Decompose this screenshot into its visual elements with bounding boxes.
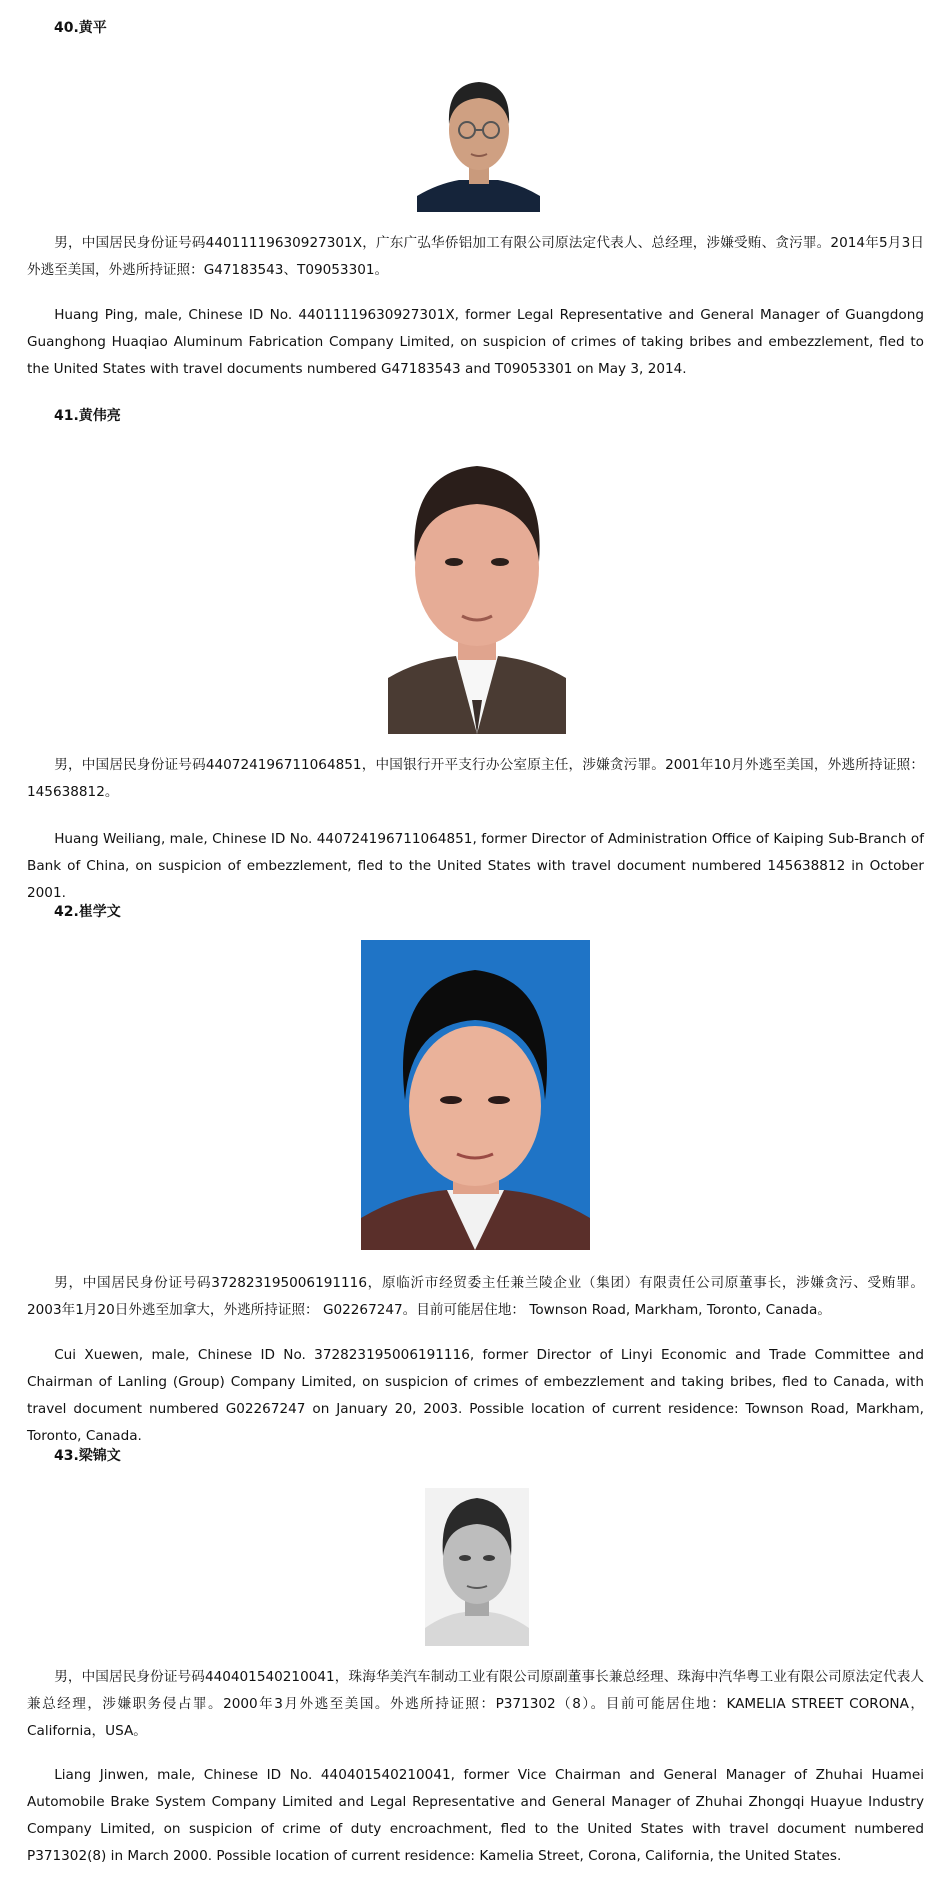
person-photo bbox=[388, 452, 566, 734]
chinese-description: 男，中国居民身份证号码440401540210041，珠海华美汽车制动工业有限公司原副董事长兼总经理、珠海中汽华粤工业有限公司原法定代表人兼总经理，涉嫌职务侵占罪。2000年3月外逃至美国。外逃所持证照：P371302（8）。目前可能居住地：KAMELIA STREET CORONA，California，USA。 bbox=[27, 1669, 924, 1739]
english-description: Liang Jinwen, male, Chinese ID No. 440401540210041, former Vice Chairman and General Manager of Zhuhai Huamei Automobile Brake System Company Limited and Legal Representative and General Manager of Zhuhai Zhongqi Huayue Industry Company Limited, on suspicion of crime of duty encroachment, fled to the United States with travel document numbered P371302(8) in March 2000. Possible location of current residence: Kamelia Street, Corona, California, the United States. bbox=[27, 1767, 924, 1864]
person-photo bbox=[417, 64, 540, 212]
portrait-image bbox=[425, 1488, 529, 1646]
portrait-image bbox=[361, 940, 590, 1250]
entry-title: 42.崔学文 bbox=[54, 904, 121, 920]
chinese-description: 男，中国居民身份证号码440724196711064851，中国银行开平支行办公室原主任，涉嫌贪污罪。2001年10月外逃至美国，外逃所持证照：145638812。 bbox=[27, 757, 924, 800]
entry-title: 41.黄伟亮 bbox=[54, 408, 121, 424]
person-photo bbox=[425, 1488, 529, 1646]
entry-title: 40.黄平 bbox=[54, 20, 107, 36]
person-photo bbox=[361, 940, 590, 1250]
english-description: Huang Weiliang, male, Chinese ID No. 440724196711064851, former Director of Administration Office of Kaiping Sub-Branch of Bank of China, on suspicion of embezzlement, fled to the United States with travel document numbered 145638812 in October 2001. bbox=[27, 831, 924, 901]
entry-title: 43.梁锦文 bbox=[54, 1448, 121, 1464]
english-description: Cui Xuewen, male, Chinese ID No. 372823195006191116, former Director of Linyi Economic and Trade Committee and Chairman of Lanling (Group) Company Limited, on suspicion of crimes of embezzlement and taking bribes, fled to Canada, with travel document numbered G02267247 on January 20, 2003. Possible location of current residence: Townson Road, Markham, Toronto, Canada. bbox=[27, 1347, 924, 1444]
portrait-image bbox=[417, 64, 540, 212]
chinese-description: 男，中国居民身份证号码44011119630927301X，广东广弘华侨铝加工有限公司原法定代表人、总经理，涉嫌受贿、贪污罪。2014年5月3日外逃至美国，外逃所持证照：G47183543、T09053301。 bbox=[27, 235, 924, 278]
english-description: Huang Ping, male, Chinese ID No. 44011119630927301X, former Legal Representative and General Manager of Guangdong Guanghong Huaqiao Aluminum Fabrication Company Limited, on suspicion of crimes of taking bribes and embezzlement, fled to the United States with travel documents numbered G47183543 and T09053301 on May 3, 2014. bbox=[27, 307, 924, 377]
chinese-description: 男，中国居民身份证号码372823195006191116，原临沂市经贸委主任兼兰陵企业（集团）有限责任公司原董事长，涉嫌贪污、受贿罪。2003年1月20日外逃至加拿大，外逃所持证照： G02267247。目前可能居住地： Townson Road, Markham, Toronto, Canada。 bbox=[27, 1275, 924, 1318]
portrait-image bbox=[388, 452, 566, 734]
